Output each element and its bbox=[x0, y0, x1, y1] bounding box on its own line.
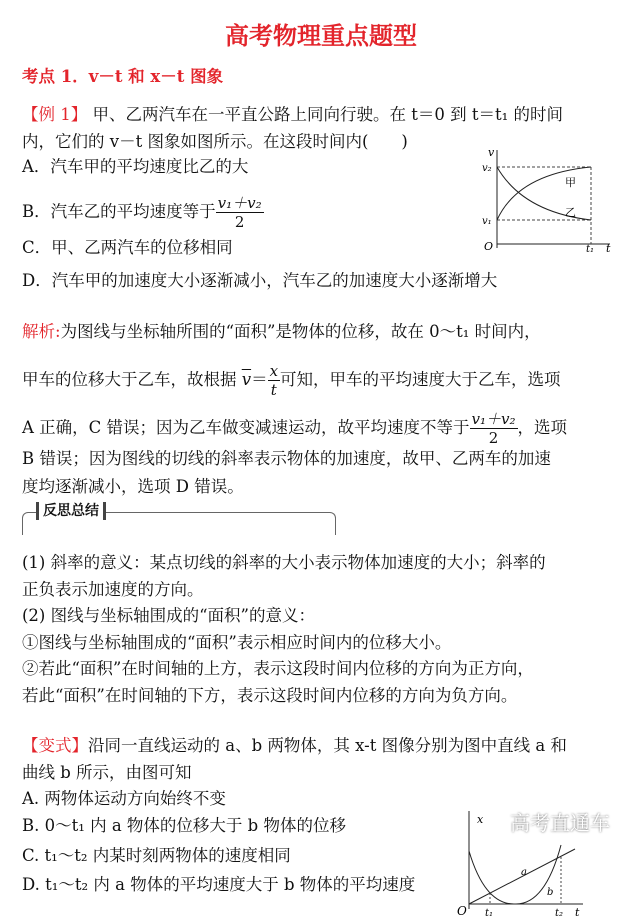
fraction-numerator: v₁＋v₂ bbox=[471, 410, 516, 428]
origin-label: O bbox=[457, 904, 467, 918]
fraction bbox=[470, 410, 518, 447]
variant-option-c: C. t₁～t₂ 内某时刻两物体的速度相同 bbox=[22, 846, 291, 865]
fraction-denominator: 2 bbox=[488, 429, 499, 447]
curve-yi bbox=[497, 167, 591, 220]
y-axis-label: v bbox=[488, 146, 495, 159]
analysis-text: ，选项 bbox=[517, 418, 568, 437]
jia-label: 甲 bbox=[565, 176, 576, 189]
variant-tag: 【变式】 bbox=[22, 736, 88, 755]
example-tag: 【例 1】 bbox=[22, 105, 88, 124]
summary-line1: (1) 斜率的意义：某点切线的斜率的大小表示物体加速度的大小；斜率的 bbox=[22, 553, 546, 572]
analysis-line3 bbox=[22, 410, 567, 447]
summary-line4: ①图线与坐标轴围成的“面积”表示相应时间内的位移大小。 bbox=[22, 633, 452, 652]
example-question-line1 bbox=[22, 104, 563, 126]
t1-label: t₁ bbox=[485, 908, 494, 918]
yi-label: 乙 bbox=[565, 206, 576, 219]
fraction-denominator: 2 bbox=[234, 213, 245, 231]
analysis-line2: 甲车的位移大于乙车，故根据 $\overline{v}=$ $\frac{x}{t}$ 可知，甲车的平均速度大于乙车，选项 bbox=[22, 362, 561, 399]
section-heading: 考点 1．v－t 和 x－t 图象 bbox=[22, 67, 224, 86]
variant-option-a: A. 两物体运动方向始终不变 bbox=[22, 789, 226, 808]
variant-line2: 曲线 b 所示，由图可知 bbox=[22, 763, 192, 782]
summary-line5: ②若此“面积”在时间轴的上方，表示这段时间内位移的方向为正方向， bbox=[22, 659, 534, 678]
curve-jia bbox=[497, 167, 591, 220]
t1-label: t₁ bbox=[586, 244, 595, 255]
x-axis-label: t bbox=[606, 242, 611, 255]
fraction bbox=[268, 362, 280, 399]
origin-label: O bbox=[484, 240, 494, 253]
analysis-line4: B 错误；因为图线的切线的斜率表示物体的加速度，故甲、乙两车的加速 bbox=[22, 449, 551, 468]
v2-label: v₂ bbox=[482, 163, 492, 174]
variant-option-b: B. 0～t₁ 内 a 物体的位移大于 b 物体的位移 bbox=[22, 816, 346, 835]
summary-line6: 若此“面积”在时间轴的下方，表示这段时间内位移的方向为负方向。 bbox=[22, 686, 518, 705]
variant-line1 bbox=[22, 735, 567, 757]
watermark: 高考直通车 bbox=[510, 811, 610, 835]
fraction-numerator: x bbox=[269, 362, 279, 380]
fraction-denominator: t bbox=[270, 381, 277, 399]
analysis-line1 bbox=[22, 321, 541, 343]
example-question-line2: 内，它们的 v－t 图象如图所示。在这段时间内( ) bbox=[22, 132, 408, 151]
analysis-text: A 正确，C 错误；因为乙车做变减速运动，故平均速度不等于 bbox=[22, 418, 470, 437]
summary-line2: 正负表示加速度的方向。 bbox=[22, 580, 204, 599]
analysis-line5: 度均逐渐减小，选项 D 错误。 bbox=[22, 477, 244, 496]
b-label: b bbox=[547, 887, 554, 898]
analysis-text: 可知，甲车的平均速度大于乙车，选项 bbox=[280, 370, 561, 389]
average-velocity-symbol: $\overline{v}$ bbox=[241, 370, 252, 389]
x-axis-label: t bbox=[575, 906, 580, 918]
analysis-text: 为图线与坐标轴所围的“面积”是物体的位移，故在 0～t₁ 时间内， bbox=[60, 322, 541, 341]
y-axis-label: x bbox=[477, 813, 484, 826]
summary-line3: (2) 图线与坐标轴围成的“面积”的意义： bbox=[22, 606, 315, 625]
option-b-text: B．汽车乙的平均速度等于 bbox=[22, 202, 216, 221]
t2-label: t₂ bbox=[555, 908, 564, 918]
option-d: D．汽车甲的加速度大小逐渐减小，汽车乙的加速度大小逐渐增大 bbox=[22, 271, 498, 290]
fraction bbox=[216, 194, 264, 231]
option-a: A．汽车甲的平均速度比乙的大 bbox=[22, 157, 249, 176]
variant-option-d: D. t₁～t₂ 内 a 物体的平均速度大于 b 物体的平均速度 bbox=[22, 875, 416, 894]
page-title: 高考物理重点题型 bbox=[225, 22, 417, 50]
vt-graph bbox=[478, 144, 618, 256]
analysis-text: 甲车的位移大于乙车，故根据 bbox=[22, 370, 237, 389]
v1-label: v₁ bbox=[482, 216, 492, 227]
analysis-tag: 解析: bbox=[22, 322, 61, 341]
option-c: C．甲、乙两汽车的位移相同 bbox=[22, 238, 233, 257]
question-text: 甲、乙两汽车在一平直公路上同向行驶。在 t＝0 到 t＝t₁ 的时间 bbox=[87, 105, 563, 124]
a-label: a bbox=[521, 867, 527, 878]
summary-label: 反思总结 bbox=[36, 502, 106, 520]
option-b bbox=[22, 194, 264, 231]
fraction-numerator: v₁＋v₂ bbox=[217, 194, 262, 212]
variant-text: 沿同一直线运动的 a、b 两物体，其 x-t 图像分别为图中直线 a 和 bbox=[88, 736, 567, 755]
